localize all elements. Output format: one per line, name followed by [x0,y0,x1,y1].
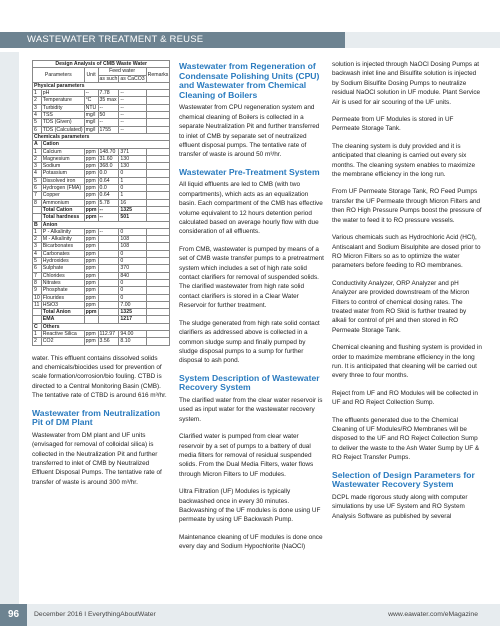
footer-url[interactable]: www.eawater.com/eMagazine [388,611,478,618]
table-cell: -- [119,97,146,104]
column-3 [332,60,482,529]
table-cell [98,279,119,286]
table-cell: 368.0 [98,163,119,170]
table-row [33,243,170,250]
table-row [33,258,170,265]
table-row [33,309,170,316]
table-cell [98,294,119,301]
table-cell: 0 [119,228,146,235]
table-row [33,141,170,148]
table-cell: 7.78 [98,90,119,97]
design-analysis-table [32,60,170,346]
table-cell [33,206,42,213]
c3-p9: The effluents generated due to the Chemical Cleaning of UF Modules/RO Membranes will be disposed to the UF and RO Reject Collection Sump to deliver the waste to the Ash Water Sump by UF & RO Reject Transfer Pumps. [332,416,480,462]
table-cell: Sodium [41,163,84,170]
table-cell: Phosphate [41,287,84,294]
table-cell: 50 [98,112,119,119]
table-cell: 148.70 [98,148,119,155]
table-cell: 10 [34,294,40,301]
table-cell [146,148,170,155]
table-row [33,61,170,68]
table-cell: -- [98,206,119,213]
column-2 [179,60,324,560]
c3-p6: Conductivity Analyzer, ORP Analyzer and pH Analyzer are provided downstream of the Micron Filters to control of chemical dosing rates. The treated water from RO Skid is further treated by alkali for control of pH and then stored in RO Permeate Storage Tank. [332,279,470,334]
table-row [33,155,170,162]
table-cell: ppm [84,272,98,279]
table-row [33,265,170,272]
table-cell: Physical parameters [33,82,170,89]
table-cell: 130 [119,155,146,162]
table-cell [146,236,170,243]
table-row [33,294,170,301]
table-cell: ppm [84,301,98,308]
table-cell [146,250,170,257]
table-cell [146,243,170,250]
table-cell: 0.0 [98,170,119,177]
table-cell: 0.64 [98,177,119,184]
left-edge-strip [0,52,19,612]
table-row [33,338,170,345]
c2-p4: The sludge generated from high rate solid contact clarifiers as addressed above is collected in a common sludge sump and finally pumped by sludge disposal pumps to a sump for further disposal to ash pond. [179,319,320,365]
table-cell: Parameters [33,68,85,83]
table-row [33,112,170,119]
c3-p4: From UF Permeate Storage Tank, RO Feed Pumps transfer the UF Permeate through Micron Filters and then RO High Pressure Pumps boost the pressure of the water to feed it to RO pressure vessels. [332,188,482,224]
table-cell [98,287,119,294]
table-cell: ppm [85,214,97,221]
table-cell: 3 [33,243,42,250]
column-1 [32,60,168,495]
table-cell: ppm [84,199,98,206]
table-cell [98,265,119,272]
table-cell: Hydroxides [41,258,84,265]
table-cell [146,214,170,221]
table-cell: Magnesium [41,155,84,162]
table-cell: Hydrogen (FMA) [41,185,84,192]
table-row [33,228,170,235]
table-cell [33,309,42,316]
table-cell: 4 [33,112,42,119]
table-cell [146,258,170,265]
table-cell: Unit [84,68,98,83]
table-cell: 0 [119,279,146,286]
table-cell: 5 [33,258,42,265]
table-cell: NTU [85,104,97,111]
c3-p3: The cleaning system is duly provided and it is anticipated that cleaning is carried out every six months. The cleaning system enables to maximize the membrane efficiency in the long run. [332,142,476,179]
table-cell: Chemicals parameters [33,133,170,140]
table-cell: Others [41,323,170,330]
table-cell: 5.78 [98,199,119,206]
c2-heading-1: Wastewater from Regeneration of Condensate Polishing Units (CPU) and Wastewater from Chemical Cleaning of Boilers [179,61,320,100]
table-cell: Carbonates [41,250,84,257]
table-cell [146,294,170,301]
table-row [33,199,170,206]
table-cell: °C [84,97,98,104]
table-cell: 7 [33,192,42,199]
table-cell: C [33,323,42,330]
table-cell: 5 [33,177,42,184]
table-cell: 0 [119,250,146,257]
c2-p8: Maintenance cleaning of UF modules is done once every day and Sodium Hypochlorite (NaOCl) [179,533,323,551]
table-cell [146,163,170,170]
table-cell: 1325 [119,309,146,316]
table-cell: Temperature [41,97,84,104]
table-cell: 8 [33,279,42,286]
table-cell [98,301,119,308]
table-cell: Design Analysis of CMB Waste Water [33,61,170,68]
table-cell: 2 [33,338,42,345]
table-cell: 0.0 [98,185,119,192]
table-cell: TDS (Given) [41,119,84,126]
table-cell: ppm [84,148,98,155]
table-cell: M - Alkalinity [41,236,84,243]
page-number: 96 [0,604,27,626]
table-cell: Copper [41,192,84,199]
table-cell [146,301,170,308]
table-cell: -- [119,112,146,119]
c1-p1: water. This effluent contains dissolved solids and chemicals/biocides used for prevention of scale formation/corrosion/bio fouling. CTBD is directed to a Central Monitoring Basin (CMB). The tentative rate of CTBD is around 616 m³/hr. [32,354,167,400]
footer-issue: December 2016 I EverythingAboutWater [34,611,156,618]
c3-heading-1: Selection of Design Parameters for Wastewater Recovery System [332,469,475,490]
table-cell: Remarks [146,68,170,83]
section-banner: WASTEWATER TREATMENT & REUSE [0,32,345,48]
table-cell: 112.97 [98,330,119,337]
table-cell: ppm [84,265,98,272]
table-cell [98,309,119,316]
table-cell: -- [98,228,119,235]
table-cell: Dissolved iron [41,177,84,184]
table-cell: -- [98,104,119,111]
table-cell: Total Anion [41,309,84,316]
table-cell: 1 [33,228,42,235]
table-cell: 6 [33,265,42,272]
table-cell [146,177,170,184]
table-cell [146,206,170,213]
table-cell: Chlorides [41,272,84,279]
table-cell: 2 [33,236,42,243]
table-cell [146,104,170,111]
table-cell: -- [119,119,146,126]
table-row [33,287,170,294]
table-row [33,90,170,97]
table-cell: 9 [33,287,42,294]
table-cell [98,236,119,243]
table-cell: Potassium [41,170,84,177]
table-cell: ppm [84,185,98,192]
table-row [33,250,170,257]
c2-p2: All liquid effluents are led to CMB (with two compartments), which acts as an equalization basin. Each compartment of the CMB has effective volume equivalent to 12 hours detention period calculated based on average hourly flow with due consideration of all effluents. [179,181,323,236]
table-cell: A [33,141,42,148]
table-cell: mg/l [84,126,98,133]
table-cell: 3.56 [98,338,119,345]
table-cell [146,228,170,235]
table-cell: 0 [119,170,146,177]
table-cell [98,250,119,257]
c2-heading-3: System Description of Wastewater Recovery System [179,372,320,393]
table-row [33,192,170,199]
table-cell: ppm [84,163,98,170]
c3-p8: Reject from UF and RO Modules will be collected in UF and RO Reject Collection Sump. [332,389,478,407]
table-row [33,236,170,243]
table-cell: 35 max [98,97,119,104]
table-cell: 31.60 [98,155,119,162]
table-cell [84,316,98,323]
c1-heading-1: Wastewater from Neutralization Pit of DM Plant [32,407,161,428]
table-cell: ppm [84,294,98,301]
table-cell: 16 [119,199,146,206]
table-row [33,206,170,213]
table-cell: -- [119,90,146,97]
table-cell: 1 [119,192,146,199]
table-cell: Nitrates [41,279,84,286]
table-cell: 8.10 [119,338,146,345]
table-row [33,148,170,155]
c2-p5: The clarified water from the clear water reservoir is used as input water for the wastewater recovery system. [179,396,323,423]
table-row [33,68,170,75]
table-row [33,119,170,126]
table-cell [146,90,170,97]
c3-p1: solution is injected through NaOCl Dosing Pumps at backwash inlet line and Bisulfite solution is injected by Sodium Bisulfite Dosing Pumps to neutralize residual NaOCl solution in UF module. Plant Service Air is used for air scouring of the UF units. [332,61,481,106]
table-cell: 4 [33,250,42,257]
table-row [33,323,170,330]
table-cell: 1325 [119,206,146,213]
table-cell: 108 [119,236,146,243]
table-cell: ppm [84,330,98,337]
table-cell [146,265,170,272]
table-cell: P - Alkalinity [41,228,84,235]
c3-p7: Chemical cleaning and flushing system is provided in order to maximize membrane efficiency in the long run. It is anticipated that cleaning will be carried out every three to four months. [332,344,482,380]
table-cell: 3 [33,104,42,111]
banner-cap [345,32,500,48]
table-cell [146,112,170,119]
table-cell: 7 [33,272,42,279]
table-cell: 8 [33,199,42,206]
table-cell: -- [98,214,119,221]
table-cell [146,126,170,133]
table-cell: 1 [33,90,42,97]
table-row [33,163,170,170]
table-cell: Flourides [41,294,84,301]
table-cell: as CaCO3 [120,75,145,82]
c2-heading-2: Wastewater Pre-Treatment System [179,166,320,177]
table-cell: ppm [84,258,98,265]
table-cell: ppm [84,155,98,162]
table-cell: 2 [33,97,42,104]
table-cell: 370 [119,265,146,272]
table-cell: Ammonium [41,199,84,206]
table-cell: ppm [84,250,98,257]
table-row [33,185,170,192]
table-cell: 7.00 [119,301,146,308]
table-cell [146,279,170,286]
table-cell: Total hardness [41,214,84,221]
table-cell [98,258,119,265]
table-row [33,126,170,133]
table-cell: 501 [119,214,146,221]
table-cell: 0 [119,185,146,192]
table-cell: TDS (Calculated) [42,126,83,133]
table-row [33,82,170,89]
table-cell: -- [119,104,146,111]
table-cell: -- [84,90,98,97]
table-cell: 1 [33,148,42,155]
table-row [33,104,170,111]
table-cell: mg/l [84,112,98,119]
table-cell [146,192,170,199]
c2-p7: Ultra Filtration (UF) Modules is typically backwashed once in every 30 minutes. Backwashing of the UF modules is done using UF permeate by using UF Backwash Pump. [179,488,321,524]
table-cell [146,155,170,162]
table-cell [146,199,170,206]
table-row [33,221,170,228]
table-cell: mg/l [84,119,98,126]
table-cell: ppm [84,177,98,184]
table-row [33,272,170,279]
table-cell: 1755 [98,126,119,133]
table-cell: Bicarbonates [41,243,84,250]
table-cell: EMA [41,316,84,323]
table-cell: Total Cation [41,206,84,213]
table-cell: -- [119,126,146,133]
table-row [33,170,170,177]
table-cell [146,309,170,316]
table-row [33,177,170,184]
c3-p2: Permeate from UF Modules is stored in UF Permeate Storage Tank. [332,116,454,133]
table-row [33,97,170,104]
table-cell [146,119,170,126]
table-cell: ppm [85,206,97,213]
table-cell: Reactive Silica [41,330,84,337]
table-cell: Feed water [98,68,146,75]
table-cell: 1 [119,177,146,184]
table-cell: 0 [119,258,146,265]
table-cell: 0 [119,287,146,294]
table-cell: Turbidity [41,104,84,111]
table-cell [33,316,42,323]
table-cell [146,287,170,294]
c3-p5: Various chemicals such as Hydrochloric Acid (HCl), Antiscalant and Sodium Bisulphite are dosed prior to RO Micron Filters so as to optimize the water parameters before feeding to RO membranes. [332,234,481,270]
table-row [33,316,170,323]
table-cell: 2 [33,155,42,162]
table-cell: 94.00 [119,330,146,337]
table-cell: pH [41,90,84,97]
table-cell: 371 [119,148,146,155]
table-cell: 11 [34,301,40,308]
table-row [33,330,170,337]
table-cell: 108 [119,243,146,250]
table-row [33,133,170,140]
c2-p6: Clarified water is pumped from clear water reservoir by a set of pumps to a battery of dual media filters for removal of residual suspended solids. From the Dual Media Filters, water flows through Micron Filters to UF modules. [179,433,314,478]
table-cell [146,97,170,104]
table-cell: 1 [33,330,42,337]
table-cell: 6 [33,126,42,133]
table-cell: 3 [33,163,42,170]
table-cell: ppm [84,170,98,177]
table-cell: ppm [85,309,97,316]
c3-p10: DCPL made rigorous study along with computer simulations by use UF System and RO System Analysis Software as published by several [332,493,468,520]
table-cell: ppm [84,279,98,286]
table-cell: Anion [41,221,170,228]
table-cell: Calcium [41,148,84,155]
table-cell: -- [98,119,119,126]
table-cell [146,272,170,279]
table-cell: Sulphate [41,265,84,272]
table-cell: 1217 [119,316,146,323]
table-cell [146,185,170,192]
table-cell: ppm [84,287,98,294]
table-cell: ppm [84,192,98,199]
table-cell: 6 [33,185,42,192]
table-cell: ppm [84,236,98,243]
table-cell: 130 [119,163,146,170]
table-cell: HSiO3 [41,301,84,308]
table-row [33,301,170,308]
table-cell: CO2 [41,338,84,345]
c1-p2: Wastewater from DM plant and UF units (envisaged for removal of colloidal silica) is collected in the Neutralization Pit and further transferred to inlet of CMB by Neutralized Effluent Disposal Pumps. The tentative rate of transfer of waste is around 300 m³/hr. [32,431,162,486]
table-cell: 4 [33,170,42,177]
c2-p3: From CMB, wastewater is pumped by means of a set of CMB waste transfer pumps to a pretreatment system which includes a set of high rate solid contact clarifiers for removal of suspended solids. The clarified wastewater from high rate solid contact clarifiers is stored in a Clear Water Reservoir for further treatment. [179,245,324,310]
table-cell: ppm [84,228,98,235]
table-cell: Cation [41,141,170,148]
table-cell: ppm [84,338,98,345]
table-cell: ppm [84,243,98,250]
table-cell [98,272,119,279]
table-cell: 5 [33,119,42,126]
c2-p1: Wastewater from CPU regeneration system and chemical cleaning of Boilers is collected in a separate Neutralization Pit and further transferred to inlet of CMB by separate set of neutralized effluent disposal pumps. The tentative rate of transfer of waste is around 50 m³/hr. [179,104,320,159]
table-cell: as such [99,75,118,82]
table-cell: B [33,221,42,228]
table-cell [98,243,119,250]
table-cell [98,316,119,323]
table-cell: TSS [41,112,84,119]
table-cell [146,316,170,323]
table-cell [33,214,42,221]
table-cell: 0 [119,294,146,301]
table-cell: 840 [119,272,146,279]
table-cell: 0.64 [98,192,119,199]
table-cell [146,330,170,337]
table-row [33,279,170,286]
table-row [33,214,170,221]
table-cell [146,170,170,177]
table-cell [146,338,170,345]
